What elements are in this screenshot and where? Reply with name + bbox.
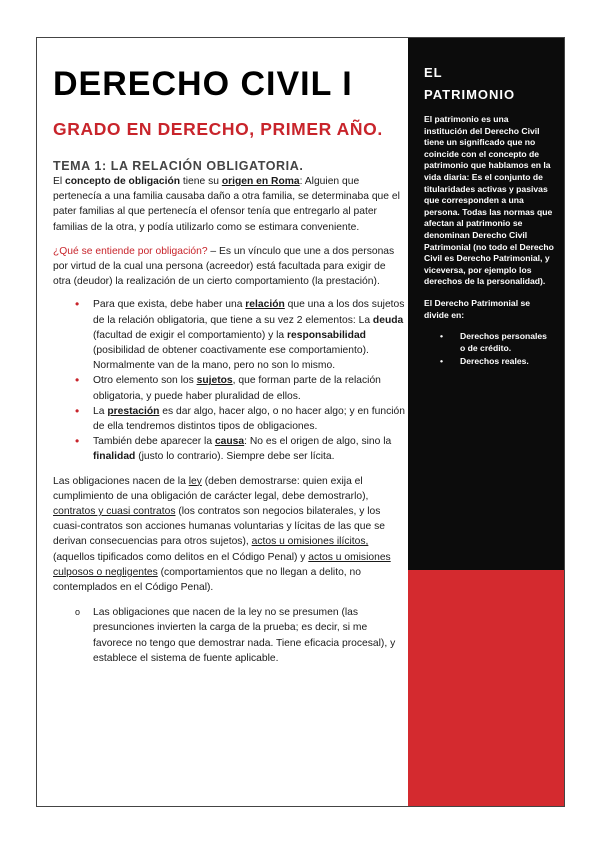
subtitle: GRADO EN DERECHO, PRIMER AÑO. [53, 119, 383, 139]
list-item-relacion: • Para que exista, debe haber una relación que una a los dos sujetos de la relación obligatoria, que tiene a su vez 2 elementos: La deuda (facultad de exigir el comportamiento) y la responsabilidad (posibilidad de obtener coactivamente ese comportamiento). Normalmente van de la mano, pero no son lo mismo. [93, 297, 405, 373]
list-item-causa: • También debe aparecer la causa: No es el origen de algo, sino la finalidad (justo lo contrario). Siempre debe ser lícita. [93, 434, 405, 464]
list-item-sujetos: • Otro elemento son los sujetos, que forman parte de la relación obligatoria, y puede haber pluralidad de ellos. [93, 373, 405, 403]
sidebar-title: EL PATRIMONIO [424, 65, 516, 102]
main-column [53, 64, 405, 666]
sidebar-paragraph-2: El Derecho Patrimonial se divide en: [424, 297, 531, 320]
page-title: DERECHO CIVIL I [53, 65, 353, 103]
elements-list [53, 297, 405, 464]
list-item-prestacion: • La prestación es dar algo, hacer algo, o no hacer algo; y en función de ella tendremos distintos tipos de obligaciones. [93, 404, 405, 434]
sub-list [53, 605, 405, 666]
paragraph-fuentes: Las obligaciones nacen de la ley (deben demostrarse: quien exija el cumplimiento de una obligación de carácter legal, debe demostrarlo), contratos y cuasi contratos (los contratos son negocios bilaterales, y los cuasi-contratos son acciones humanas voluntarias y lícitas de las que se derivan consecuencias para otros sujetos), actos u omisiones ilícitos, (aquellos tipificados como delitos en el Código Penal) y actos u omisiones culposos o negligentes (comportamientos que no llegan a delito, no contemplados en el Código Penal). [53, 475, 391, 594]
sidebar-content [424, 62, 554, 370]
sidebar-list-item: • Derechos reales. [440, 356, 554, 368]
document-page [36, 37, 565, 807]
sidebar-list-item: • Derechos personales o de crédito. [440, 331, 554, 354]
sidebar-red-panel [408, 570, 565, 807]
sidebar [408, 38, 565, 807]
paragraph-definicion: ¿Qué se entiende por obligación? – Es un vínculo que une a dos personas por virtud de la cual una persona (acreedor) está facultada para exigir de otra (deudor) la realización de un cierto comportamiento (la prestación). [53, 245, 395, 288]
sidebar-list [440, 331, 554, 368]
paragraph-concepto: El concepto de obligación tiene su origen en Roma: Alguien que pertenecía a una familia causaba daño a otra familia, se determinaba que el pater familias al que pertenecía el ofensor tenía que entregarlo al pater familias de la otra, y podía utilizarlo como se estimara conveniente. [53, 176, 400, 233]
question-text: ¿Qué se entiende por obligación? [53, 245, 208, 257]
list-item-presuncion: o Las obligaciones que nacen de la ley no se presumen (las presunciones invierten la carga de la prueba; es decir, si me favorece no tengo que demostrar nada. Tiene eficacia procesal), y establece el sistema de fuente aplicable. [93, 605, 405, 666]
section-heading: TEMA 1: LA RELACIÓN OBLIGATORIA. [53, 159, 304, 173]
sidebar-paragraph: El patrimonio es una institución del Derecho Civil tiene un significado que no coincide con el concepto de patrimonio que hablamos en la vida diaria: Es el conjunto de titularidades activas y pasivas que corresponden a una persona. Todas las normas que afectan al patrimonio se denominan Derecho Civil Patrimonial (no todo el Derecho Civil es Derecho Patrimonial, y viceversa, por ejemplo los derechos de la personalidad). [424, 114, 554, 287]
